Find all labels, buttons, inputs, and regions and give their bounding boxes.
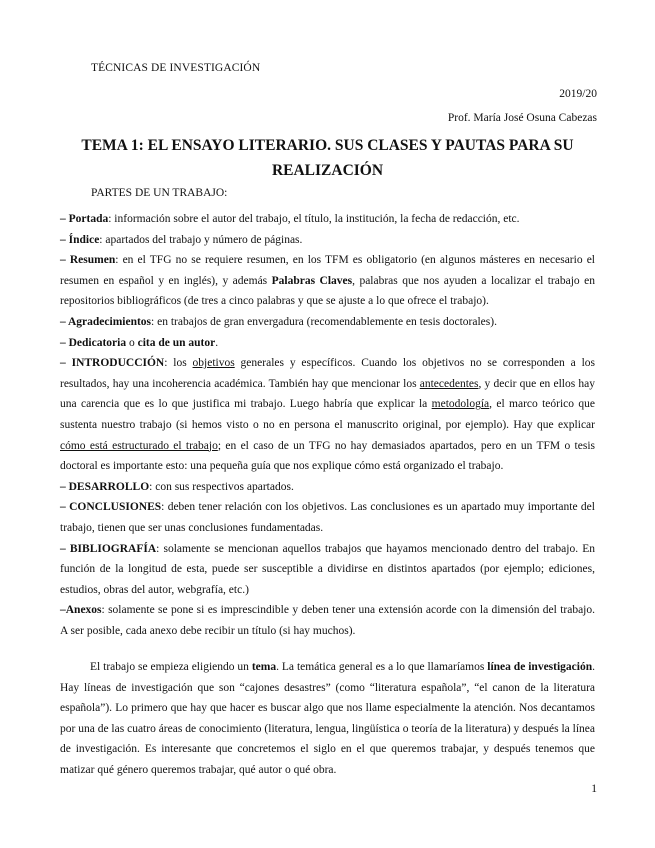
section-portada bbox=[60, 209, 595, 230]
keywords-term: Palabras Claves bbox=[271, 274, 353, 287]
underlined-term-objetivos: objetivos bbox=[192, 357, 235, 370]
section-dedicatoria bbox=[60, 333, 595, 354]
title-line-2: REALIZACIÓN bbox=[271, 162, 384, 179]
bold-term-linea: línea de investigación bbox=[487, 661, 593, 673]
section-indice bbox=[60, 230, 595, 251]
section-desarrollo bbox=[60, 477, 595, 498]
section-label-2: cita de un autor bbox=[137, 336, 216, 349]
academic-year: 2019/20 bbox=[559, 88, 597, 100]
section-text: , el marco teórico que sustenta nuestro trabajo (si hemos visto o no en persona el manuscrito original, por ejemplo). Hay que explicar bbox=[60, 398, 595, 431]
professor-name: Prof. María José Osuna Cabezas bbox=[447, 112, 597, 124]
section-label: – Agradecimientos bbox=[60, 315, 152, 328]
section-agradecimientos bbox=[60, 312, 595, 333]
section-label: –Anexos bbox=[60, 604, 102, 617]
sections-list bbox=[60, 209, 595, 641]
section-text: generales y específicos. Cuando los objetivos no se corresponden a los resultados, hay una incoherencia académica. También hay que mencionar los bbox=[60, 357, 595, 390]
section-text: ; en el caso de un TFG no hay demasiados apartados, pero en un TFM o tesis doctoral es importante esto: una pequeña guía que nos explique cómo está organizado el trabajo. bbox=[60, 439, 595, 473]
section-label: – DESARROLLO bbox=[60, 480, 150, 493]
section-text: : apartados del trabajo y número de páginas. bbox=[99, 233, 303, 246]
section-resumen bbox=[60, 250, 595, 312]
course-name: TÉCNICAS DE INVESTIGACIÓN bbox=[91, 62, 261, 74]
page-number: 1 bbox=[591, 783, 597, 795]
section-label: – BIBLIOGRAFÍA bbox=[60, 542, 157, 555]
section-text: , palabras que nos ayuden a localizar el trabajo en repositorios bibliográficos (de tres a cinco palabras y que se ajuste a lo que ofrece el trabajo). bbox=[60, 274, 595, 308]
section-conclusiones bbox=[60, 497, 595, 538]
section-text: , y decir que en ellos hay una carencia que es lo que justifica mi trabajo. Luego habría que explicar la bbox=[60, 377, 595, 411]
section-label: – Dedicatoria bbox=[60, 336, 127, 349]
body-text: El trabajo se empieza eligiendo un bbox=[90, 661, 252, 673]
section-bibliografia bbox=[60, 539, 595, 601]
body-text: . La temática general es a lo que llamaríamos bbox=[276, 661, 488, 673]
section-text: : solamente se pone si es imprescindible y deben tener una extensión acorde con la dimensión del trabajo. A ser posible, cada anexo debe recibir un título (si hay muchos). bbox=[60, 604, 595, 637]
section-label: – INTRODUCCIÓN bbox=[60, 357, 165, 370]
section-label: – Portada bbox=[60, 213, 109, 225]
title-line-1: TEMA 1: EL ENSAYO LITERARIO. SUS CLASES Y PAUTAS PARA SU bbox=[81, 137, 574, 154]
section-text: . bbox=[215, 336, 219, 349]
document-title bbox=[60, 133, 595, 183]
section-label: – Índice bbox=[60, 233, 100, 246]
section-text: : solamente se mencionan aquellos trabajos que hayamos mencionado dentro del trabajo. En función de la longitud de esta, puede ser susceptible a dividirse en distintos apartados (por ejemplo; ediciones, estudios, obras del autor, webgrafía, etc.) bbox=[60, 542, 595, 596]
section-text: : deben tener relación con los objetivos. Las conclusiones es un apartado muy importante del trabajo, tienen que ser unas conclusiones fundamentadas. bbox=[60, 501, 595, 534]
section-text: : en trabajos de gran envergadura (recomendablemente en tesis doctorales). bbox=[151, 315, 497, 328]
underlined-term-antecedentes: antecedentes bbox=[419, 377, 479, 390]
section-introduccion bbox=[60, 353, 595, 477]
underlined-term-estructura: cómo está estructurado el trabajo bbox=[60, 439, 218, 452]
parts-heading: PARTES DE UN TRABAJO: bbox=[91, 187, 228, 199]
body-text: . Hay líneas de investigación que son “cajones desastres” (como “literatura española”, “el canon de la literatura española”). Lo primero que hay que hacer es buscar algo que nos llame especialmente la atención. Nos decantamos por una de las cuatro áreas de conocimiento (literatura, lengua, lingüística o teoría de la literatura) y después la línea de investigación. Es interesante que concretemos el siglo en el que queremos trabajar, y después tenemos que matizar qué género queremos trabajar, qué autor o qué obra. bbox=[60, 661, 595, 776]
bold-term-tema: tema bbox=[251, 661, 277, 673]
section-text: o bbox=[126, 336, 138, 349]
section-label: – Resumen bbox=[60, 254, 116, 267]
underlined-term-metodologia: metodología bbox=[431, 398, 490, 411]
section-text: : los bbox=[164, 357, 193, 370]
section-text: : con sus respectivos apartados. bbox=[149, 480, 294, 493]
section-text: : información sobre el autor del trabajo, el título, la institución, la fecha de redacción, etc. bbox=[108, 213, 520, 225]
body-paragraph bbox=[60, 657, 595, 781]
section-label: – CONCLUSIONES bbox=[60, 501, 162, 514]
section-anexos bbox=[60, 600, 595, 641]
section-text: : en el TFG no se requiere resumen, en los TFM es obligatorio (en algunos másteres en necesario el resumen en español y en inglés), y además bbox=[60, 254, 595, 287]
